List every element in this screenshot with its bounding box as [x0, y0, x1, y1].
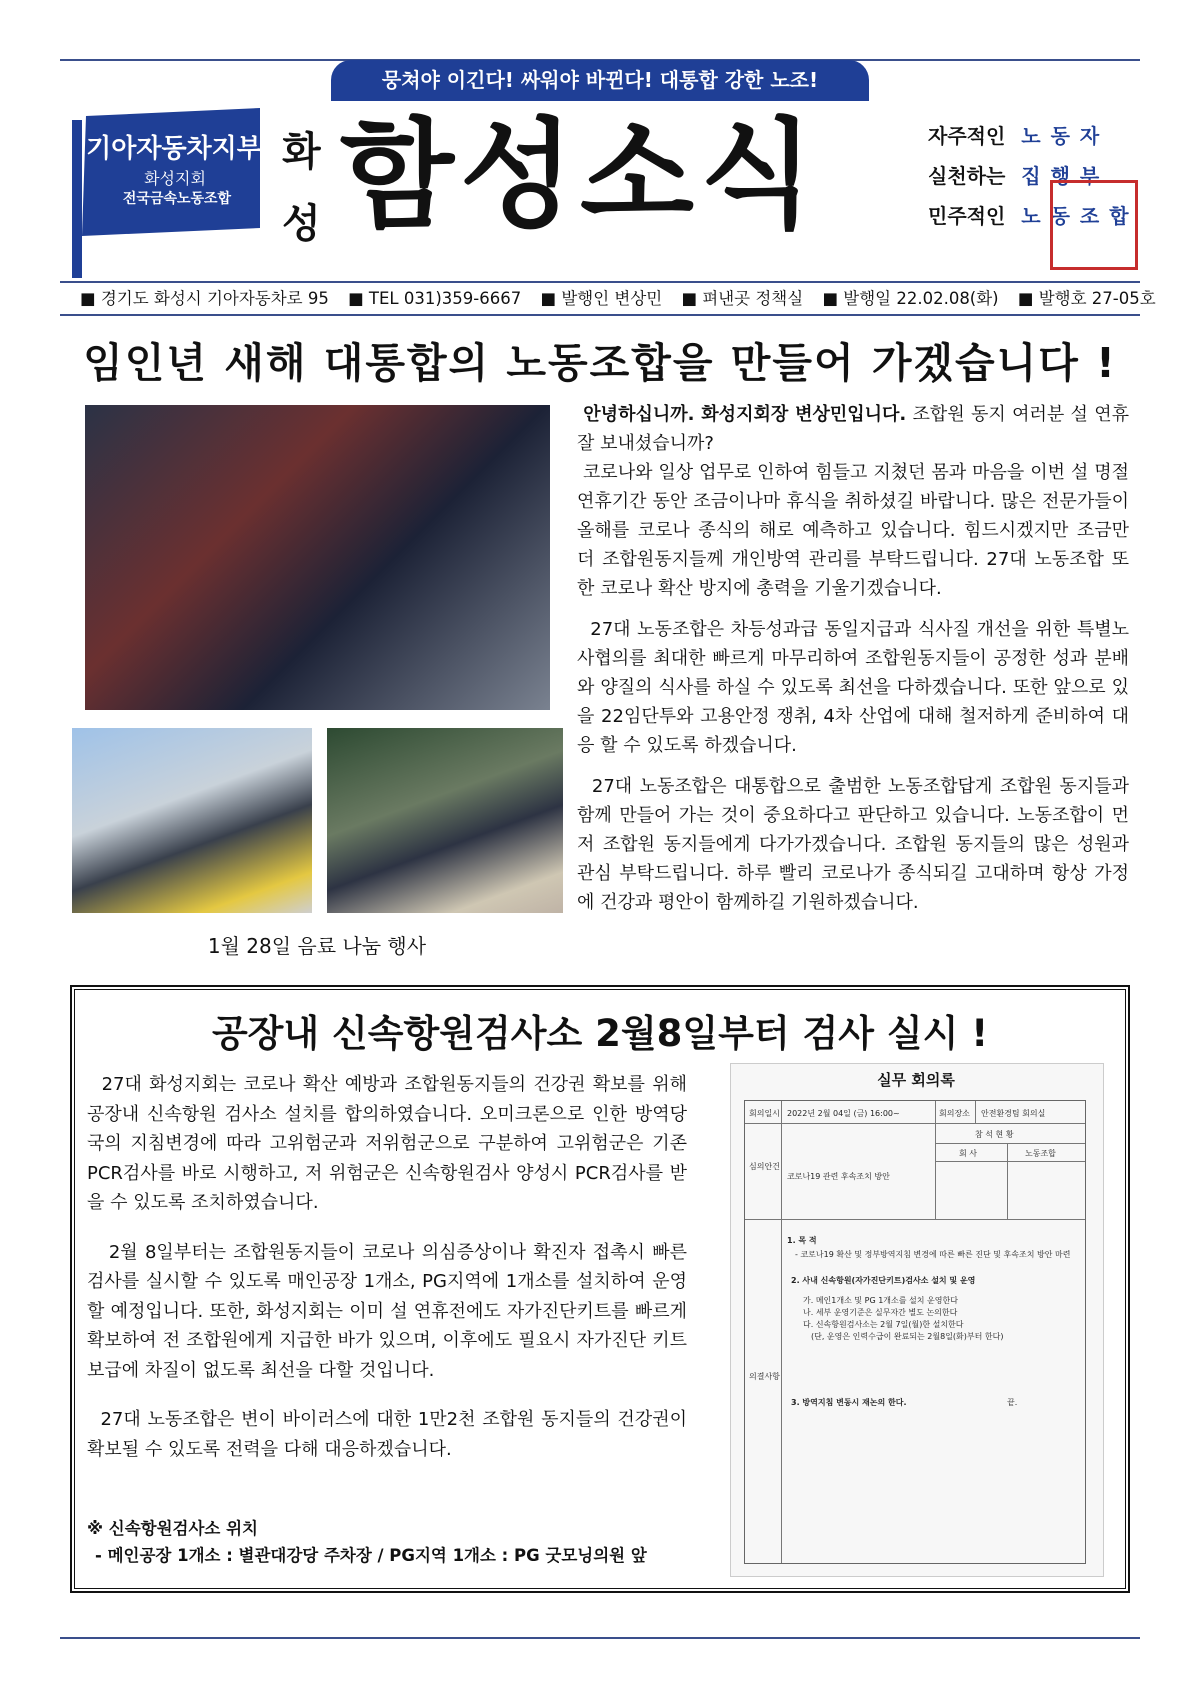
publication-info-bar [80, 285, 1156, 309]
masthead-small-hwa: 화 [282, 129, 321, 175]
info-tel: ■ TEL 031)359-6667 [348, 289, 522, 308]
article1-paragraph-2: 코로나와 일상 업무로 인하여 힘들고 지쳤던 몸과 마음을 이번 설 명절 연휴기간 동안 조금이나마 휴식을 취하셨길 바랍니다. 많은 전문가들이 올해를 코로나 종식의 해로 예측하고 있습니다. 힘드시겠지만 조금만 더 조합원동지들께 개인방역 관리를 부탁드립니다. 27대 노동조합 또한 코로나 확산 방지에 총력을 기울기겠습니다. [577, 462, 1129, 599]
article1-body [577, 400, 1129, 929]
location-detail: - 메인공장 1개소 : 별관대강당 주차장 / PG지역 1개소 : PG 굿모닝의원 앞 [95, 1546, 647, 1565]
info-date: ■ 발행일 22.02.08(화) [822, 289, 999, 308]
article2-paragraph-1-text: 27대 화성지회는 코로나 확산 예방과 조합원동지들의 건강권 확보를 위해 공장내 신속항원 검사소 설치를 합의하였습니다. 오미크론으로 인한 방역당국의 지침변경에 따라 고위험군과 저위험군으로 구분하여 고위험군은 기존 PCR검사를 바로 시행하고, 저 위험군은 신속항원검사 양성시 PCR검사를 받을 수 있도록 조치하였습니다. [87, 1074, 687, 1213]
motto-key: 노동조합 [1021, 204, 1139, 228]
minutes-attendees-label: 참 석 현 황 [975, 1130, 1014, 1139]
minutes-item: 나. 세부 운영기준은 실무자간 별도 논의한다 [803, 1308, 958, 1317]
info-issue: ■ 발행호 27-05호 [1017, 289, 1156, 308]
motto-prefix: 민주적인 [928, 204, 1006, 228]
minutes-item: 3. 방역지침 변동시 재논의 한다. [791, 1398, 907, 1407]
minutes-place-value: 안전환경팀 회의실 [981, 1109, 1046, 1118]
slogan-banner: 뭉쳐야 이긴다! 싸워야 바뀐다! 대통합 강한 노조! [331, 60, 869, 101]
info-top-rule [60, 281, 1140, 283]
article1-paragraph-4-text: 27대 노동조합은 대통합으로 출범한 노동조합답게 조합원 동지들과 함께 만들어 가는 것이 중요하다고 판단하고 있습니다. 노동조합이 먼저 조합원 동지들에게 다가가겠습니다. 조합원 동지들의 많은 성원과 관심 부탁드립니다. 하루 빨리 코로나가 종식되길 고대하며 항상 가정에 건강과 평안이 함께하길 기원하겠습니다. [577, 776, 1129, 913]
motto-prefix: 실천하는 [928, 164, 1006, 188]
article2-paragraph-2 [87, 1238, 687, 1386]
info-address: ■ 경기도 화성시 기아자동차로 95 [80, 289, 329, 308]
photo-union-president [85, 405, 550, 710]
article1-paragraph-3-text: 27대 노동조합은 차등성과급 동일지급과 식사질 개선을 위한 특별노사협의를 최대한 빠르게 마무리하여 조합원동지들이 공정한 성과 분배와 양질의 식사를 하실 수 있도록 최선을 다하겠습니다. 또한 앞으로 있을 22임단투와 고용안정 쟁취, 4차 산업에 대해 철저하게 준비하여 대응 할 수 있도록 하겠습니다. [577, 619, 1129, 756]
minutes-item: 끝. [1007, 1398, 1018, 1407]
minutes-agenda-label: 심의안건 [749, 1162, 780, 1171]
minutes-resolution-label: 의결사항 [749, 1372, 780, 1381]
flag-organization: 전국금속노동조합 [122, 191, 232, 207]
minutes-item: 가. 메인1개소 및 PG 1개소를 설치 운영한다 [803, 1296, 958, 1305]
headline-test-center: 공장내 신속항원검사소 2월8일부터 검사 실시 ! [211, 1012, 989, 1055]
minutes-item: 다. 신속항원검사소는 2월 7일(월)한 설치한다 [803, 1320, 964, 1329]
minutes-title: 실무 회의록 [877, 1071, 955, 1089]
minutes-item: 1. 목 적 [787, 1236, 817, 1245]
photo-caption: 1월 28일 음료 나눔 행사 [207, 934, 427, 958]
minutes-agenda-value: 코로나19 관련 후속조치 방안 [787, 1172, 890, 1181]
minutes-item: 2. 사내 신속항원(자가진단키트)검사소 설치 및 운영 [791, 1276, 976, 1285]
motto-line-1 [928, 120, 1109, 149]
info-bottom-rule [60, 314, 1140, 316]
info-editor: ■ 펴낸곳 정책실 [681, 289, 804, 308]
headline-new-year: 임인년 새해 대통합의 노동조합을 만들어 가겠습니다 ! [83, 339, 1117, 387]
article2-body [87, 1070, 687, 1484]
motto-prefix: 자주적인 [928, 124, 1006, 148]
article1-paragraph-3 [577, 615, 1129, 760]
location-title: ※ 신속항원검사소 위치 [87, 1519, 258, 1538]
minutes-item: (단, 운영은 인력수급이 완료되는 2월8일(화)부터 한다) [811, 1332, 1004, 1341]
article1-paragraph-4 [577, 772, 1129, 917]
minutes-date-value: 2022년 2월 04일 (금) 16:00~ [787, 1109, 900, 1118]
motto-key: 집행부 [1021, 164, 1110, 188]
greeting-rest: 조합원 동지 여러분 설 연휴 잘 보내셨습니까? [577, 404, 1129, 454]
article2-paragraph-3-text: 27대 노동조합은 변이 바이러스에 대한 1만2천 조합원 동지들의 건강권이 확보될 수 있도록 전력을 다해 대응하겠습니다. [87, 1409, 687, 1460]
minutes-table [744, 1100, 1086, 1564]
minutes-company-label: 회 사 [959, 1149, 977, 1158]
flag-subtitle: 화성지회 [144, 169, 206, 188]
masthead-title: 함성소식 [340, 106, 820, 244]
info-publisher: ■ 발행인 변상민 [540, 289, 663, 308]
article2-paragraph-3 [87, 1405, 687, 1464]
red-seal-stamp [1050, 180, 1138, 270]
greeting: 안녕하십니까. 화성지회장 변상민입니다. [583, 404, 907, 425]
minutes-place-label: 회의장소 [939, 1109, 970, 1118]
masthead-small-seong: 성 [282, 201, 321, 247]
article1-paragraph-1 [577, 400, 1129, 603]
minutes-union-label: 노동조합 [1025, 1149, 1056, 1158]
minutes-item: - 코로나19 확산 및 정부방역지침 변경에 따른 빠른 진단 및 후속조치 방안 마련 [795, 1250, 1071, 1259]
photo-drink-event-2 [327, 728, 563, 913]
article2-paragraph-1 [87, 1070, 687, 1218]
motto-key: 노동자 [1021, 124, 1110, 148]
flag-title: 기아자동차지부 [86, 134, 262, 164]
article2-paragraph-2-text: 2월 8일부터는 조합원동지들이 코로나 의심증상이나 확진자 접촉시 빠른 검사를 실시할 수 있도록 매인공장 1개소, PG지역에 1개소를 설치하여 운영할 예정입니다. 또한, 화성지회는 이미 설 연휴전에도 자가진단키트를 빠르게 확보하여 전 조합원에게 지급한 바가 있으며, 이후에도 필요시 자가진단 키트 보급에 차질이 없도록 최선을 다할 것입니다. [87, 1241, 687, 1381]
photo-drink-event-1 [72, 728, 312, 913]
bottom-rule [60, 1637, 1140, 1639]
minutes-date-label: 회의일시 [749, 1109, 780, 1118]
